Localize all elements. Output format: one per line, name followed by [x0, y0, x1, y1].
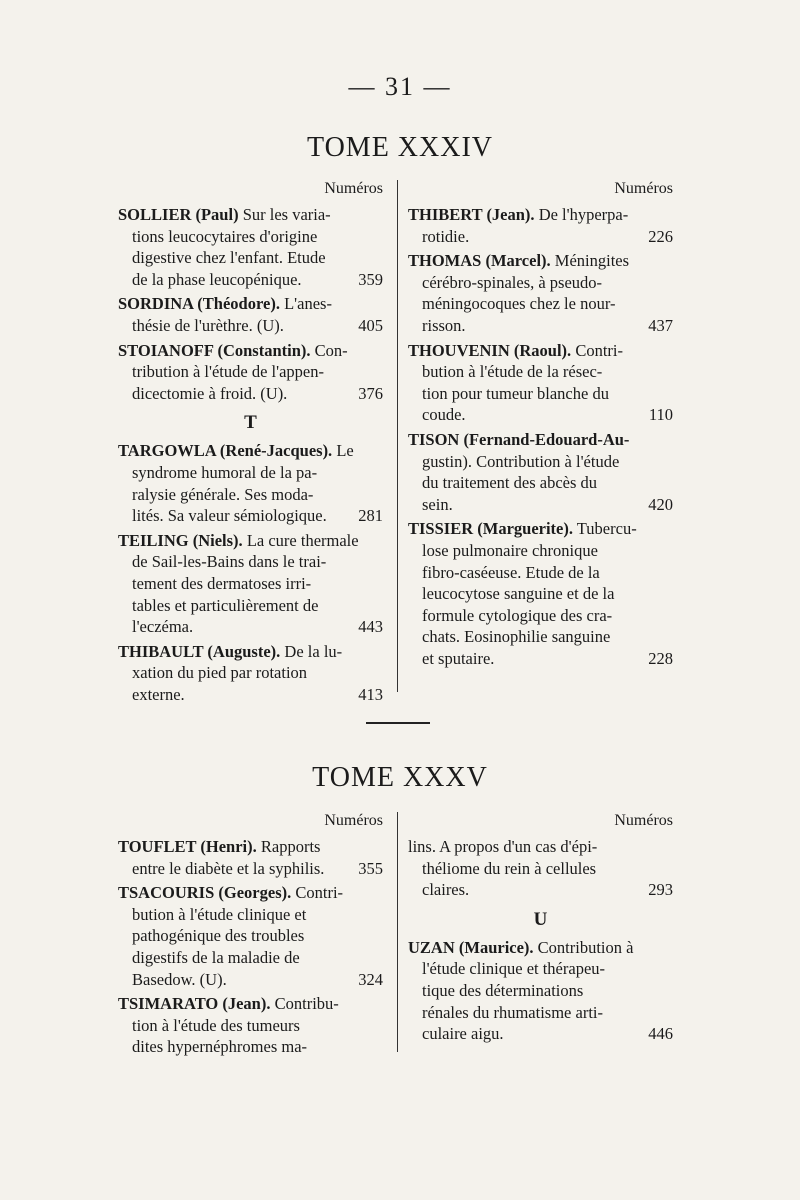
entry-text: [132, 552, 326, 571]
entry-line: [408, 1002, 673, 1024]
entry-line: [408, 226, 673, 248]
index-entry: [118, 530, 383, 638]
index-entry: [118, 204, 383, 290]
entry-text: [408, 837, 597, 856]
left-column: [118, 180, 383, 708]
entry-title-text: Contribu-: [270, 994, 339, 1014]
entry-text: [132, 948, 300, 967]
entry-line: [408, 879, 673, 901]
entry-line: [118, 573, 383, 595]
entry-title-text: entre le diabète et la syphilis.: [132, 858, 325, 878]
entry-text: [132, 858, 324, 880]
index-entry: [408, 937, 673, 1045]
entry-text: [422, 981, 583, 1000]
entry-title-text: Contribution à: [533, 937, 634, 957]
entry-title-text: tique des déterminations: [422, 980, 584, 1000]
entry-line: [408, 250, 673, 272]
entry-title-text: bution à l'étude clinique et: [132, 904, 307, 924]
entry-title-text: lités. Sa valeur sémiologique.: [132, 506, 327, 526]
entry-line: [118, 551, 383, 573]
entry-text: [132, 269, 302, 291]
entry-line: [118, 383, 383, 405]
entry-title-text: l'étude clinique et thérapeu-: [422, 959, 606, 979]
entry-text: [132, 1036, 307, 1058]
index-entry: [408, 836, 673, 901]
column-divider: [397, 180, 398, 692]
entry-text: [132, 505, 327, 527]
entry-line: [408, 583, 673, 605]
entry-text: [132, 969, 227, 991]
entry-line: [408, 494, 673, 516]
entry-text: [422, 452, 619, 471]
entry-line: [408, 451, 673, 473]
entry-title-text: tables et particulièrement de: [132, 595, 319, 615]
entry-text: [118, 205, 331, 224]
entry-number: 226: [648, 226, 673, 246]
entry-text: [132, 616, 193, 638]
entry-title-text: De l'hyperpa-: [534, 205, 629, 224]
entry-text: [132, 485, 313, 504]
tome-section: [118, 812, 678, 1057]
entry-title-text: La cure thermale: [242, 530, 359, 550]
numeros-header: Numéros: [614, 812, 673, 829]
index-entry: [118, 340, 383, 405]
entry-line: [408, 472, 673, 494]
entry-title-text: dites hypernéphromes ma-: [132, 1037, 308, 1057]
entry-text: [408, 341, 623, 360]
entry-title-text: claires.: [422, 880, 470, 900]
entry-title-text: tion à l'étude des tumeurs: [132, 1015, 300, 1035]
numeros-header: Numéros: [324, 180, 383, 197]
entry-line: [118, 484, 383, 506]
entry-line: [118, 969, 383, 991]
entry-title-text: culaire aigu.: [422, 1024, 504, 1044]
entry-line: [118, 1036, 383, 1058]
entry-text: [422, 315, 466, 337]
entry-title-text: rénales du rhumatisme arti-: [422, 1002, 603, 1022]
entry-number: 446: [648, 1024, 673, 1044]
index-entry: [118, 882, 383, 990]
entry-number: 405: [358, 315, 383, 335]
entry-text: [422, 362, 602, 381]
entry-title-text: rotidie.: [422, 226, 470, 246]
entry-line: [118, 641, 383, 663]
entry-line: [118, 1015, 383, 1037]
entry-line: [118, 925, 383, 947]
author-name: THIBAULT (Auguste).: [118, 641, 281, 661]
entry-text: [422, 859, 596, 878]
index-entry: [118, 293, 383, 336]
entry-line: [118, 269, 383, 291]
entry-line: [118, 462, 383, 484]
entry-line: [118, 226, 383, 248]
entry-line: [118, 361, 383, 383]
entry-number: 324: [358, 969, 383, 989]
index-entry: [408, 204, 673, 247]
tome-title: TOME XXXIV: [306, 132, 494, 163]
entry-line: [408, 204, 673, 226]
author-name: UZAN (Maurice).: [408, 937, 534, 957]
entry-title-text: coude.: [422, 405, 466, 425]
entry-title-text: fibro-caséeuse. Etude de la: [422, 562, 600, 582]
entry-text: [422, 584, 614, 603]
entry-line: [118, 293, 383, 315]
entry-title-text: externe.: [132, 684, 185, 704]
entry-line: [408, 937, 673, 959]
tome-section: [118, 180, 678, 704]
entry-line: [118, 340, 383, 362]
entry-title-text: tions leucocytaires d'origine: [132, 226, 318, 246]
entry-title-text: De la lu-: [280, 641, 343, 661]
numeros-header: Numéros: [324, 812, 383, 829]
page-number: — 31 —: [348, 72, 452, 101]
entry-text: [422, 494, 453, 516]
author-name: TISSIER (Marguerite).: [408, 519, 573, 539]
author-name: THOUVENIN (Raoul).: [408, 340, 572, 360]
entry-line: [118, 595, 383, 617]
entry-text: [422, 294, 615, 313]
entry-number: 376: [358, 383, 383, 403]
entry-title-text: de la phase leucopénique.: [132, 269, 302, 289]
entry-title-text: tribution à l'étude de l'appen-: [132, 362, 324, 382]
entry-text: [132, 463, 317, 482]
author-name: TISON (Fernand-Edouard-Au-: [408, 429, 630, 449]
section-letter: U: [533, 908, 548, 930]
entry-text: [422, 563, 600, 582]
entry-line: [408, 518, 673, 540]
entry-text: [132, 315, 284, 337]
entry-text: [132, 1016, 300, 1035]
entry-line: [408, 605, 673, 627]
entry-title-text: du traitement des abcès du: [422, 473, 598, 493]
entry-line: [118, 947, 383, 969]
entry-line: [408, 429, 673, 451]
author-name: TEILING (Niels).: [118, 530, 243, 550]
index-entry: [118, 440, 383, 526]
entry-title-text: risson.: [422, 315, 466, 335]
entry-title-text: gustin). Contribution à l'étude: [422, 451, 620, 471]
entry-text: [422, 384, 609, 403]
tome-title: TOME XXXV: [312, 762, 488, 793]
entry-title-text: méningocoques chez le nour-: [422, 294, 616, 314]
entry-title-text: cérébro-spinales, à pseudo-: [422, 272, 603, 292]
entry-number: 443: [358, 617, 383, 637]
section-divider: [366, 722, 430, 724]
entry-number: 437: [648, 315, 673, 335]
entry-title-text: tion pour tumeur blanche du: [422, 383, 609, 403]
author-name: STOIANOFF (Constantin).: [118, 340, 311, 360]
entry-text: [132, 596, 318, 615]
entry-title-text: L'anes-: [279, 294, 332, 314]
entry-line: [408, 648, 673, 670]
entry-text: [422, 473, 597, 492]
entry-line: [408, 562, 673, 584]
author-name: THIBERT (Jean).: [408, 205, 535, 224]
entry-text: [422, 606, 612, 625]
entry-text: [118, 531, 359, 550]
index-entry: [408, 250, 673, 336]
entry-line: [118, 684, 383, 706]
index-entry: [408, 518, 673, 669]
left-column: [118, 812, 383, 1061]
entry-text: [132, 663, 307, 682]
entry-text: [118, 883, 343, 902]
author-name: TSACOURIS (Georges).: [118, 883, 292, 903]
entry-line: [408, 980, 673, 1002]
entry-text: [422, 273, 602, 292]
entry-title-text: chats. Eosinophilie sanguine: [422, 627, 611, 647]
entry-title-text: théliome du rein à cellules: [422, 858, 597, 878]
entry-title-text: ralysie générale. Ses moda-: [132, 484, 314, 504]
entry-title-text: Méningites: [550, 251, 630, 271]
entry-title-text: formule cytologique des cra-: [422, 605, 613, 625]
entry-number: 281: [358, 506, 383, 526]
entry-line: [118, 505, 383, 527]
section-letter: T: [244, 412, 257, 434]
entry-title-text: Contri-: [291, 883, 344, 903]
entry-line: [408, 540, 673, 562]
entry-title-text: syndrome humoral de la pa-: [132, 462, 318, 482]
entry-text: [118, 341, 348, 360]
entry-text: [118, 441, 354, 460]
entry-text: [408, 205, 628, 224]
entry-title-text: et sputaire.: [422, 648, 495, 668]
entry-title-text: lose pulmonaire chronique: [422, 540, 598, 560]
entry-number: 420: [648, 494, 673, 514]
entry-line: [408, 315, 673, 337]
index-entry: [408, 340, 673, 426]
entry-number: 355: [358, 858, 383, 878]
entry-text: [408, 251, 629, 270]
entry-title-text: sein.: [422, 494, 453, 514]
right-column: [408, 812, 673, 1048]
entry-text: [422, 1023, 504, 1045]
entry-title-text: digestive chez l'enfant. Etude: [132, 248, 326, 268]
entry-line: [118, 993, 383, 1015]
entry-line: [408, 404, 673, 426]
entry-text: [132, 362, 324, 381]
entry-title-text: lins. A propos d'un cas d'épi-: [408, 837, 598, 856]
right-column: [408, 180, 673, 672]
entry-title-text: Con-: [310, 340, 348, 360]
author-name: SORDINA (Théodore).: [118, 294, 280, 314]
entry-title-text: l'eczéma.: [132, 617, 194, 637]
entry-text: [422, 959, 605, 978]
entry-title-text: Contri-: [571, 340, 623, 360]
entry-number: 359: [358, 269, 383, 289]
entry-text: [422, 541, 598, 560]
entry-line: [118, 858, 383, 880]
entry-line: [408, 958, 673, 980]
entry-line: [408, 836, 673, 858]
entry-number: 110: [648, 405, 673, 425]
entry-title-text: dicectomie à froid. (U).: [132, 383, 288, 403]
entry-line: [408, 340, 673, 362]
author-name: TARGOWLA (René-Jacques).: [118, 441, 333, 461]
entry-title-text: Sur les varia-: [238, 205, 331, 224]
entry-text: [132, 905, 306, 924]
index-entry: [118, 641, 383, 706]
entry-text: [422, 879, 469, 901]
entry-text: [132, 684, 185, 706]
entry-line: [408, 1023, 673, 1045]
entry-text: [132, 248, 326, 267]
entry-line: [408, 858, 673, 880]
author-name: THOMAS (Marcel).: [408, 251, 551, 271]
entry-line: [408, 383, 673, 405]
entry-line: [118, 247, 383, 269]
numeros-header: Numéros: [614, 180, 673, 197]
entry-title-text: de Sail-les-Bains dans le trai-: [132, 552, 327, 572]
index-entry: [118, 836, 383, 879]
entry-text: [118, 994, 339, 1013]
entry-text: [132, 383, 287, 405]
entry-number: 293: [648, 880, 673, 900]
entry-text: [422, 226, 469, 248]
index-entry: [118, 993, 383, 1058]
entry-title-text: Le: [332, 441, 354, 461]
entry-text: [118, 642, 342, 661]
entry-title-text: tement des dermatoses irri-: [132, 573, 312, 593]
entry-text: [408, 938, 633, 957]
entry-title-text: Tubercu-: [572, 519, 637, 539]
entry-number: 413: [358, 684, 383, 704]
author-name: TOUFLET (Henri).: [118, 837, 257, 856]
author-name: TSIMARATO (Jean).: [118, 994, 271, 1014]
entry-line: [118, 662, 383, 684]
entry-text: [408, 430, 629, 449]
column-divider: [397, 812, 398, 1052]
entry-title-text: digestifs de la maladie de: [132, 947, 300, 967]
entry-line: [118, 530, 383, 552]
author-name: SOLLIER (Paul): [118, 205, 239, 224]
entry-line: [408, 293, 673, 315]
entry-text: [132, 926, 304, 945]
entry-title-text: thésie de l'urèthre. (U).: [132, 315, 284, 335]
entry-line: [408, 361, 673, 383]
entry-line: [118, 882, 383, 904]
entry-title-text: Basedow. (U).: [132, 969, 227, 989]
entry-text: [408, 519, 637, 538]
entry-text: [422, 404, 466, 426]
entry-title-text: Rapports: [256, 837, 321, 856]
entry-line: [408, 626, 673, 648]
entry-line: [118, 315, 383, 337]
entry-line: [118, 904, 383, 926]
entry-title-text: leucocytose sanguine et de la: [422, 584, 615, 604]
entry-number: 228: [648, 648, 673, 668]
index-entry: [408, 429, 673, 515]
entry-title-text: xation du pied par rotation: [132, 663, 308, 683]
entry-title-text: pathogénique des troubles: [132, 926, 305, 946]
entry-text: [422, 627, 610, 646]
entry-line: [118, 204, 383, 226]
entry-line: [408, 272, 673, 294]
entry-text: [132, 574, 311, 593]
entry-text: [118, 294, 332, 313]
entry-title-text: bution à l'étude de la résec-: [422, 362, 603, 382]
entry-line: [118, 836, 383, 858]
entry-line: [118, 440, 383, 462]
entry-text: [422, 648, 494, 670]
entry-text: [118, 837, 320, 856]
entry-line: [118, 616, 383, 638]
entry-text: [422, 1003, 603, 1022]
entry-text: [132, 227, 317, 246]
